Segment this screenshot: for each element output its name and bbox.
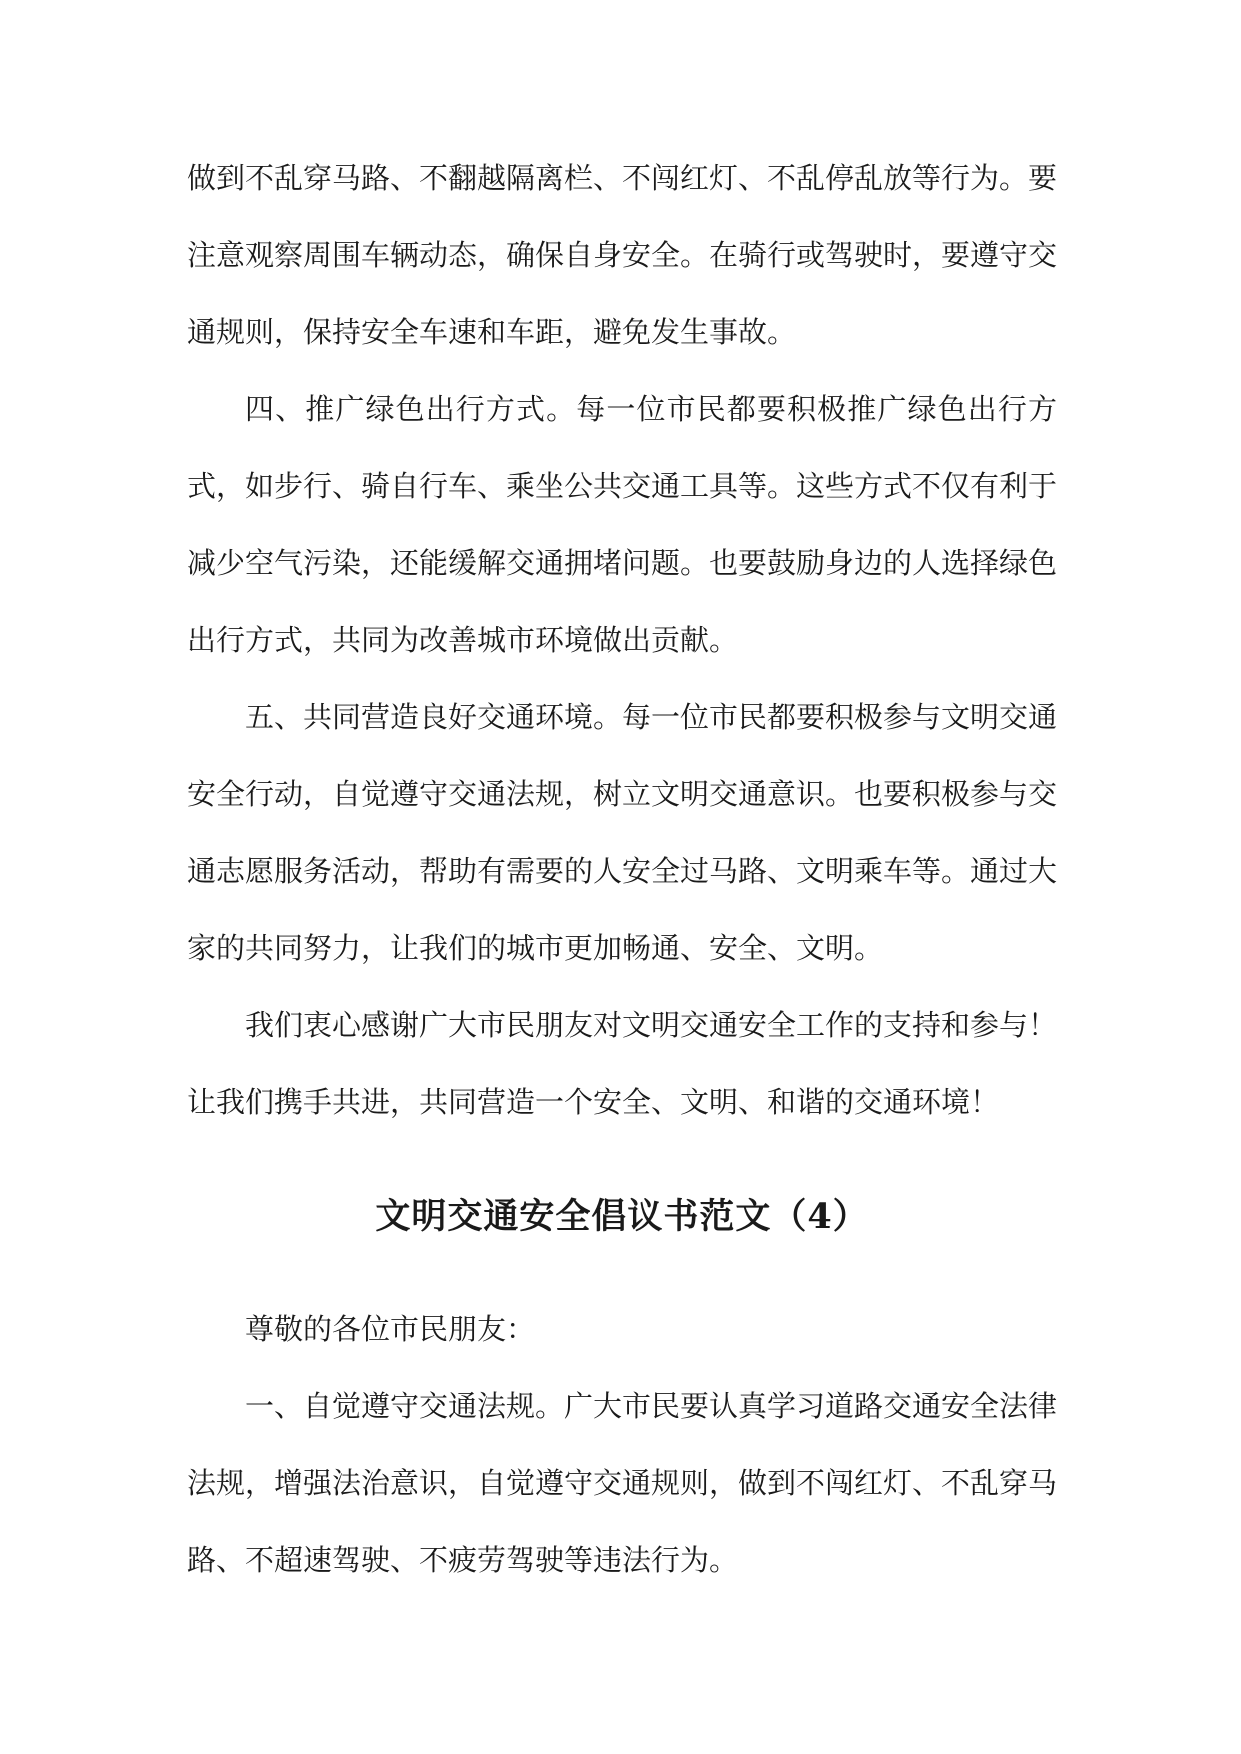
paragraph-thanks: 我们衷心感谢广大市民朋友对文明交通安全工作的支持和参与！让我们携手共进，共同营造一个安全、文明、和谐的交通环境！ [187, 1008, 1058, 1119]
paragraph-obey-laws: 一、自觉遵守交通法规。广大市民要认真学习道路交通安全法律法规，增强法治意识，自觉遵守交通规则，做到不闯红灯、不乱穿马路、不超速驾驶、不疲劳驾驶等违法行为。 [187, 1389, 1058, 1577]
document-page [187, 140, 1057, 1599]
salutation: 尊敬的各位市民朋友： [245, 1312, 536, 1346]
paragraph-continuation: 做到不乱穿马路、不翻越隔离栏、不闯红灯、不乱停乱放等行为。要注意观察周围车辆动态，确保自身安全。在骑行或驾驶时，要遵守交通规则，保持安全车速和车距，避免发生事故。 [187, 161, 1058, 349]
paragraph-green-travel: 四、推广绿色出行方式。每一位市民都要积极推广绿色出行方式，如步行、骑自行车、乘坐公共交通工具等。这些方式不仅有利于减少空气污染，还能缓解交通拥堵问题。也要鼓励身边的人选择绿色出行方式，共同为改善城市环境做出贡献。 [187, 392, 1058, 657]
section-title: 文明交通安全倡议书范文（4） [375, 1196, 869, 1237]
paragraph-good-environment: 五、共同营造良好交通环境。每一位市民都要积极参与文明交通安全行动，自觉遵守交通法规，树立文明交通意识。也要积极参与交通志愿服务活动，帮助有需要的人安全过马路、文明乘车等。通过大家的共同努力，让我们的城市更加畅通、安全、文明。 [187, 700, 1058, 965]
